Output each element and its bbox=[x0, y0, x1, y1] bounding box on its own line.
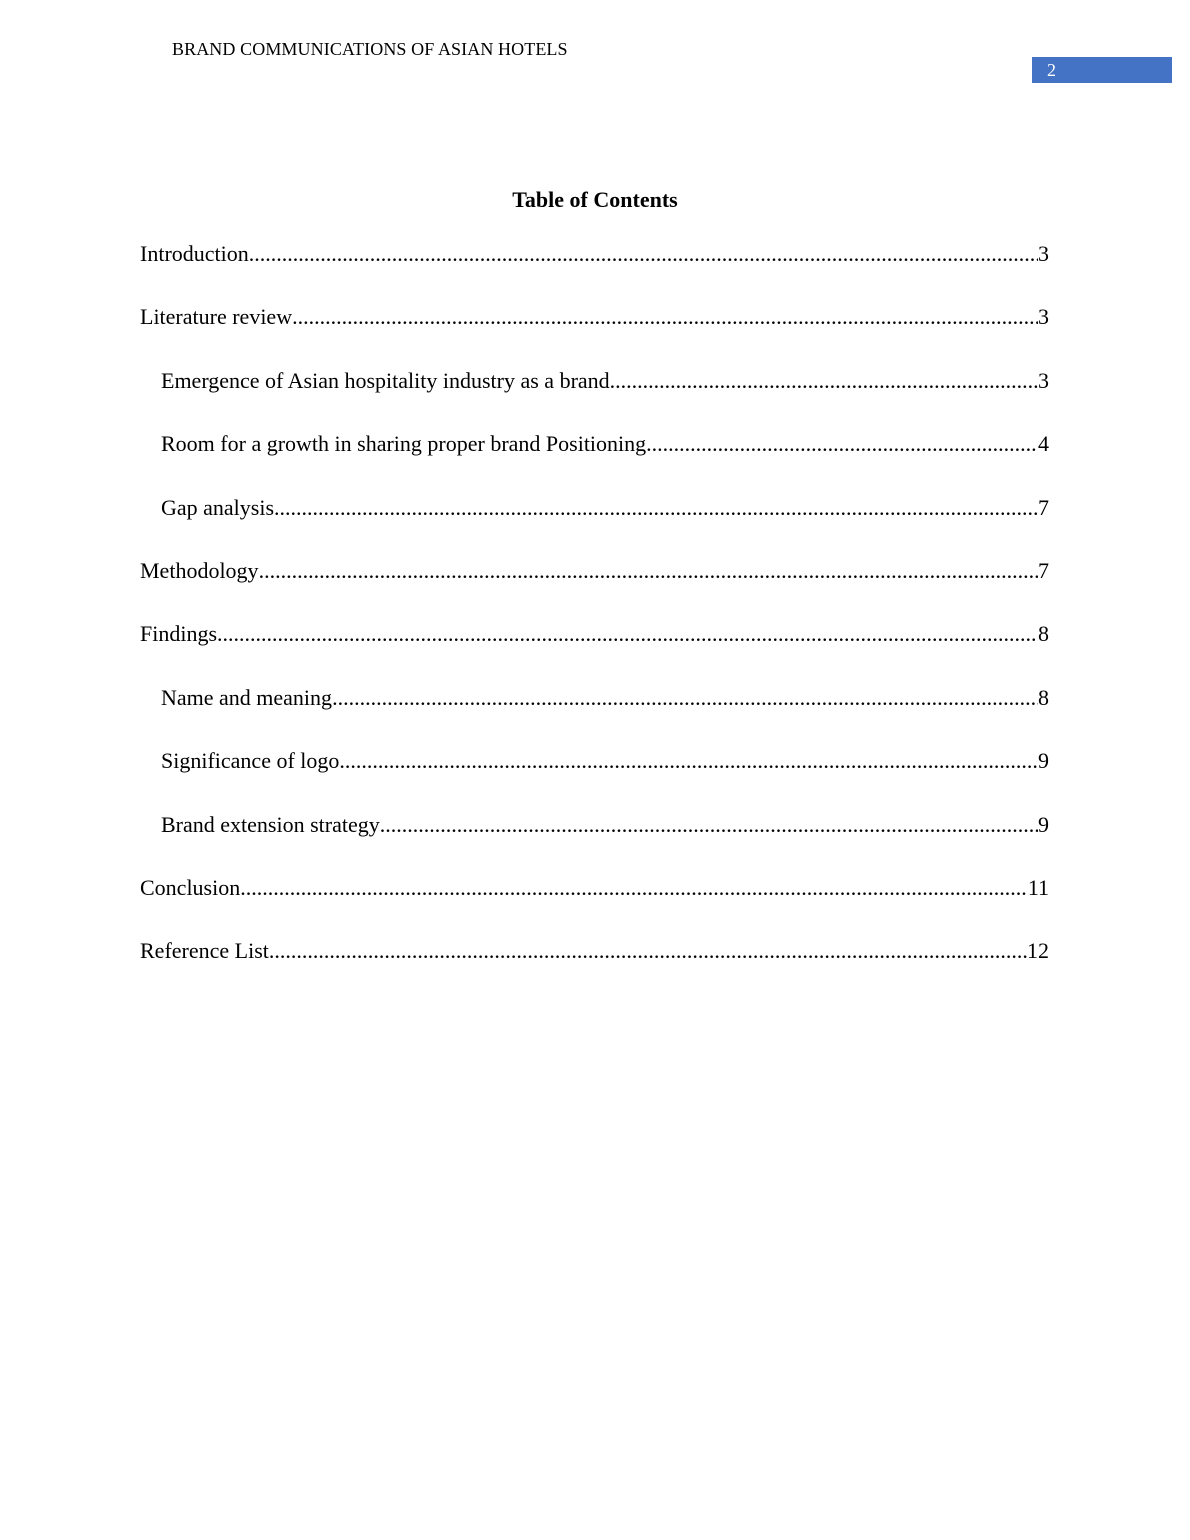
toc-dot-leader bbox=[259, 557, 1038, 585]
toc-entry-label: Literature review bbox=[140, 304, 293, 330]
toc-entry-page: 3 bbox=[1038, 367, 1049, 393]
toc-dot-leader bbox=[332, 684, 1038, 712]
toc-entry-significance-of-logo[interactable] bbox=[140, 747, 1049, 810]
toc-dot-leader bbox=[610, 367, 1038, 395]
toc-entry-label: Significance of logo bbox=[161, 748, 340, 774]
toc-dot-leader bbox=[339, 747, 1038, 775]
toc-entry-conclusion[interactable] bbox=[140, 874, 1049, 937]
toc-entry-label: Findings bbox=[140, 621, 218, 647]
toc-entry-name-and-meaning[interactable] bbox=[140, 684, 1049, 747]
toc-entry-label: Gap analysis bbox=[161, 494, 275, 520]
toc-entry-page: 8 bbox=[1038, 684, 1049, 710]
toc-entry-literature-review[interactable] bbox=[140, 303, 1049, 366]
toc-entry-page: 3 bbox=[1038, 304, 1049, 330]
toc-dot-leader bbox=[380, 811, 1038, 839]
toc-title: Table of Contents bbox=[512, 187, 678, 212]
toc-entry-introduction[interactable] bbox=[140, 240, 1049, 303]
page-number-badge bbox=[1032, 57, 1172, 83]
toc-entry-emergence-of-asian-hospitality[interactable] bbox=[140, 367, 1049, 430]
toc-entry-label: Methodology bbox=[140, 557, 259, 583]
toc-entry-page: 3 bbox=[1038, 241, 1049, 266]
toc-entry-page: 9 bbox=[1038, 811, 1049, 837]
toc-entry-reference-list[interactable] bbox=[140, 937, 1049, 1000]
toc-entry-methodology[interactable] bbox=[140, 557, 1049, 620]
toc-entry-page: 11 bbox=[1027, 874, 1049, 900]
toc-entry-label: Brand extension strategy bbox=[161, 811, 380, 837]
toc-entry-label: Emergence of Asian hospitality industry as a brand bbox=[161, 367, 610, 393]
toc-entry-page: 9 bbox=[1038, 748, 1049, 774]
running-head: BRAND COMMUNICATIONS OF ASIAN HOTELS bbox=[172, 39, 568, 59]
toc-entry-findings[interactable] bbox=[140, 620, 1049, 683]
toc-dot-leader bbox=[240, 874, 1028, 902]
toc-entry-label: Room for a growth in sharing proper brand Positioning bbox=[161, 431, 647, 457]
toc-entry-page: 4 bbox=[1038, 431, 1049, 457]
toc-entry-brand-extension-strategy[interactable] bbox=[140, 811, 1049, 874]
toc-entry-page: 8 bbox=[1038, 621, 1049, 647]
toc-dot-leader bbox=[217, 620, 1038, 648]
toc-dot-leader bbox=[249, 240, 1038, 268]
toc-dot-leader bbox=[274, 494, 1038, 522]
toc-entry-label: Conclusion bbox=[140, 874, 241, 900]
toc-entry-label: Name and meaning bbox=[161, 684, 333, 710]
toc-entry-gap-analysis[interactable] bbox=[140, 494, 1049, 557]
toc-entry-page: 7 bbox=[1038, 557, 1049, 583]
toc-dot-leader bbox=[646, 430, 1038, 458]
toc-dot-leader bbox=[292, 303, 1038, 331]
toc-entry-label: Reference List bbox=[140, 938, 269, 964]
table-of-contents bbox=[140, 240, 1049, 1001]
page-number: 2 bbox=[1047, 60, 1056, 80]
toc-entry-page: 7 bbox=[1038, 494, 1049, 520]
toc-dot-leader bbox=[269, 937, 1027, 965]
toc-entry-room-for-growth[interactable] bbox=[140, 430, 1049, 493]
toc-entry-label: Introduction bbox=[140, 241, 249, 266]
toc-entry-page: 12 bbox=[1027, 938, 1049, 964]
